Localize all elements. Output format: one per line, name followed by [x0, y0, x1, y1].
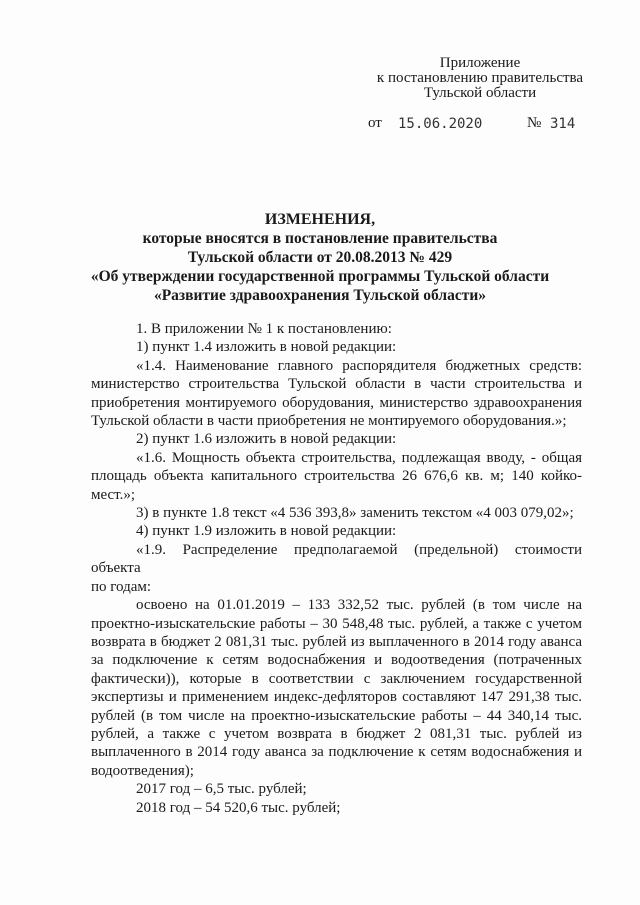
- cost-line-1: освоено на 01.01.2019 – 133 332,52 тыс. рублей (в том числе на: [136, 597, 582, 614]
- item-1-4: 4) пункт 1.9 изложить в новой редакции:: [136, 523, 397, 540]
- cost-line-6: экспертизы и применением индекс-дефляторов составляют 147 291,38 тыс.: [91, 689, 582, 706]
- appendix-line-3: Тульской области: [423, 85, 537, 101]
- resolution-number: 314: [550, 116, 576, 132]
- title-line-1: ИЗМЕНЕНИЯ,: [264, 211, 376, 228]
- resolution-date: 15.06.2020: [398, 116, 483, 132]
- document-title: [60, 210, 580, 305]
- p14-line-1: «1.4. Наименование главного распорядителя бюджетных средств:: [136, 357, 582, 374]
- p16-line-3: мест.»;: [91, 486, 136, 503]
- cost-line-4: за подключение к сетям водоснабжения и водоотведения (потраченных: [91, 652, 582, 669]
- item-1-1: 1) пункт 1.4 изложить в новой редакции:: [136, 339, 397, 356]
- appendix-line-1: Приложение: [439, 55, 521, 71]
- p14-line-4: Тульской области в части приобретения не монтируемого оборудования.»;: [91, 413, 567, 430]
- p14-line-3: приобретения монтируемого оборудования, министерство здравоохранения: [91, 394, 582, 411]
- item-1-2: 2) пункт 1.6 изложить в новой редакции:: [136, 431, 397, 448]
- cost-line-9: выплаченного в 2014 году аванса за подключение к сетям водоснабжения и: [91, 744, 582, 761]
- item-1-3: 3) в пункте 1.8 текст «4 536 393,8» заменить текстом «4 003 079,02»;: [136, 505, 574, 522]
- resolution-dateline: [368, 115, 576, 132]
- title-line-4: «Об утверждении государственной программы Тульской области: [90, 268, 550, 285]
- title-line-2: которые вносятся в постановление правительства: [142, 230, 498, 247]
- appendix-line-2: к постановлению правительства: [376, 70, 584, 86]
- cost-line-7: рублей (в том числе на проектно-изыскательские работы – 44 340,14 тыс.: [91, 707, 582, 724]
- p14-line-2: министерство строительства Тульской области в части строительства и: [91, 376, 582, 393]
- cost-line-10: водоотведения);: [91, 762, 194, 779]
- title-line-3: Тульской области от 20.08.2013 № 429: [187, 249, 453, 266]
- title-line-5: «Развитие здравоохранения Тульской области»: [153, 287, 487, 304]
- year-2018-line: 2018 год – 54 520,6 тыс. рублей;: [136, 799, 341, 816]
- p19-line-2: по годам:: [91, 578, 152, 595]
- document-body: [91, 320, 582, 817]
- cost-line-5: фактически)), которые в соответствии с заключением государственной: [91, 670, 582, 687]
- p19-line-1: «1.9. Распределение предполагаемой (предельной) стоимости объекта: [91, 541, 582, 577]
- cost-line-8: рублей, а также с учетом возврата в бюджет 2 081,31 тыс. рублей из: [91, 725, 582, 742]
- appendix-header: [360, 56, 600, 101]
- from-label: от: [368, 115, 382, 131]
- number-sign: №: [527, 115, 542, 131]
- p16-line-1: «1.6. Мощность объекта строительства, подлежащая вводу, - общая: [136, 449, 582, 466]
- cost-line-2: проектно-изыскательские работы – 30 548,48 тыс. рублей, а также с учетом: [91, 615, 582, 632]
- p16-line-2: площадь объекта капитального строительства 26 676,6 кв. м; 140 койко-: [91, 468, 582, 485]
- item-1: 1. В приложении № 1 к постановлению:: [136, 321, 392, 337]
- year-2017-line: 2017 год – 6,5 тыс. рублей;: [136, 781, 307, 798]
- cost-line-3: возврата в бюджет 2 081,31 тыс. рублей из выплаченного в 2014 году аванса: [91, 633, 582, 650]
